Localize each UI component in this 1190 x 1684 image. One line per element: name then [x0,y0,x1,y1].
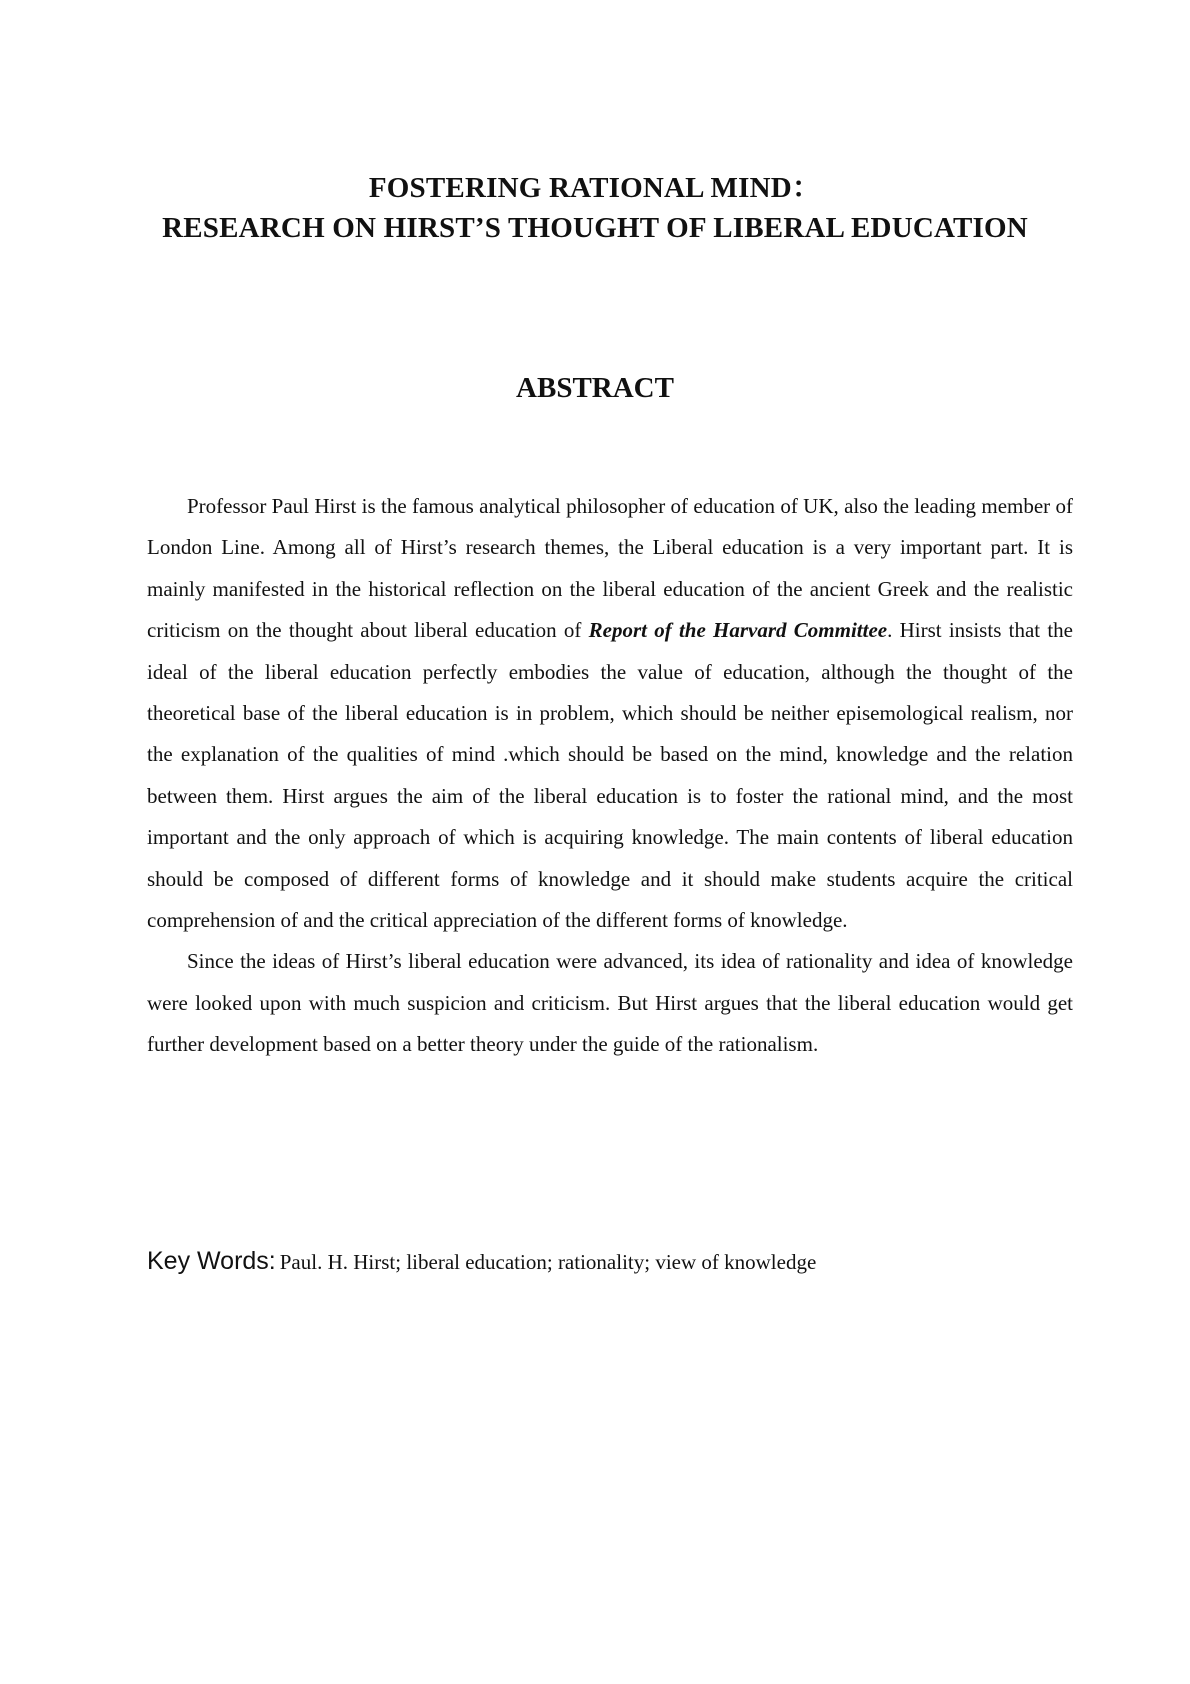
paragraph-1-text-a: Professor Paul Hirst is the famous analytical philosopher of education of UK, also the leading member of London Line. Among all of Hirst’s research themes, the Liberal education is a very important part. It is mainly manifested in the historical reflection on the liberal education of the ancient Greek and the realistic criticism on the thought about liberal education of [147,494,1073,643]
abstract-paragraph-1 [147,486,1073,941]
report-title-emphasis: Report of the Harvard Committee [588,618,888,643]
abstract-paragraph-2: Since the ideas of Hirst’s liberal education were advanced, its idea of rationality and idea of knowledge were looked upon with much suspicion and criticism. But Hirst argues that the liberal education would get further development based on a better theory under the guide of the rationalism. [147,949,1073,1057]
abstract-heading: ABSTRACT [516,372,674,404]
paragraph-1-text-b: . Hirst insists that the ideal of the liberal education perfectly embodies the value of education, although the thought of the theoretical base of the liberal education is in problem, which should be neither episemological realism, nor the explanation of the qualities of mind .which should be based on the mind, knowledge and the relation between them. Hirst argues the aim of the liberal education is to foster the rational mind, and the most important and the only approach of which is acquiring knowledge. The main contents of liberal education should be composed of different forms of knowledge and it should make students acquire the critical comprehension of and the critical appreciation of the different forms of knowledge. [147,618,1073,933]
title-line-1: FOSTERING RATIONAL MIND： [368,172,822,204]
title-line-2: RESEARCH ON HIRST’S THOUGHT OF LIBERAL EDUCATION [162,212,1028,244]
keywords-line [147,1247,1073,1276]
document-title [0,168,1190,248]
abstract-body [147,486,1073,1066]
keywords-label: Key Words: [147,1247,276,1275]
keywords-value: Paul. H. Hirst; liberal education; rationality; view of knowledge [279,1250,817,1274]
